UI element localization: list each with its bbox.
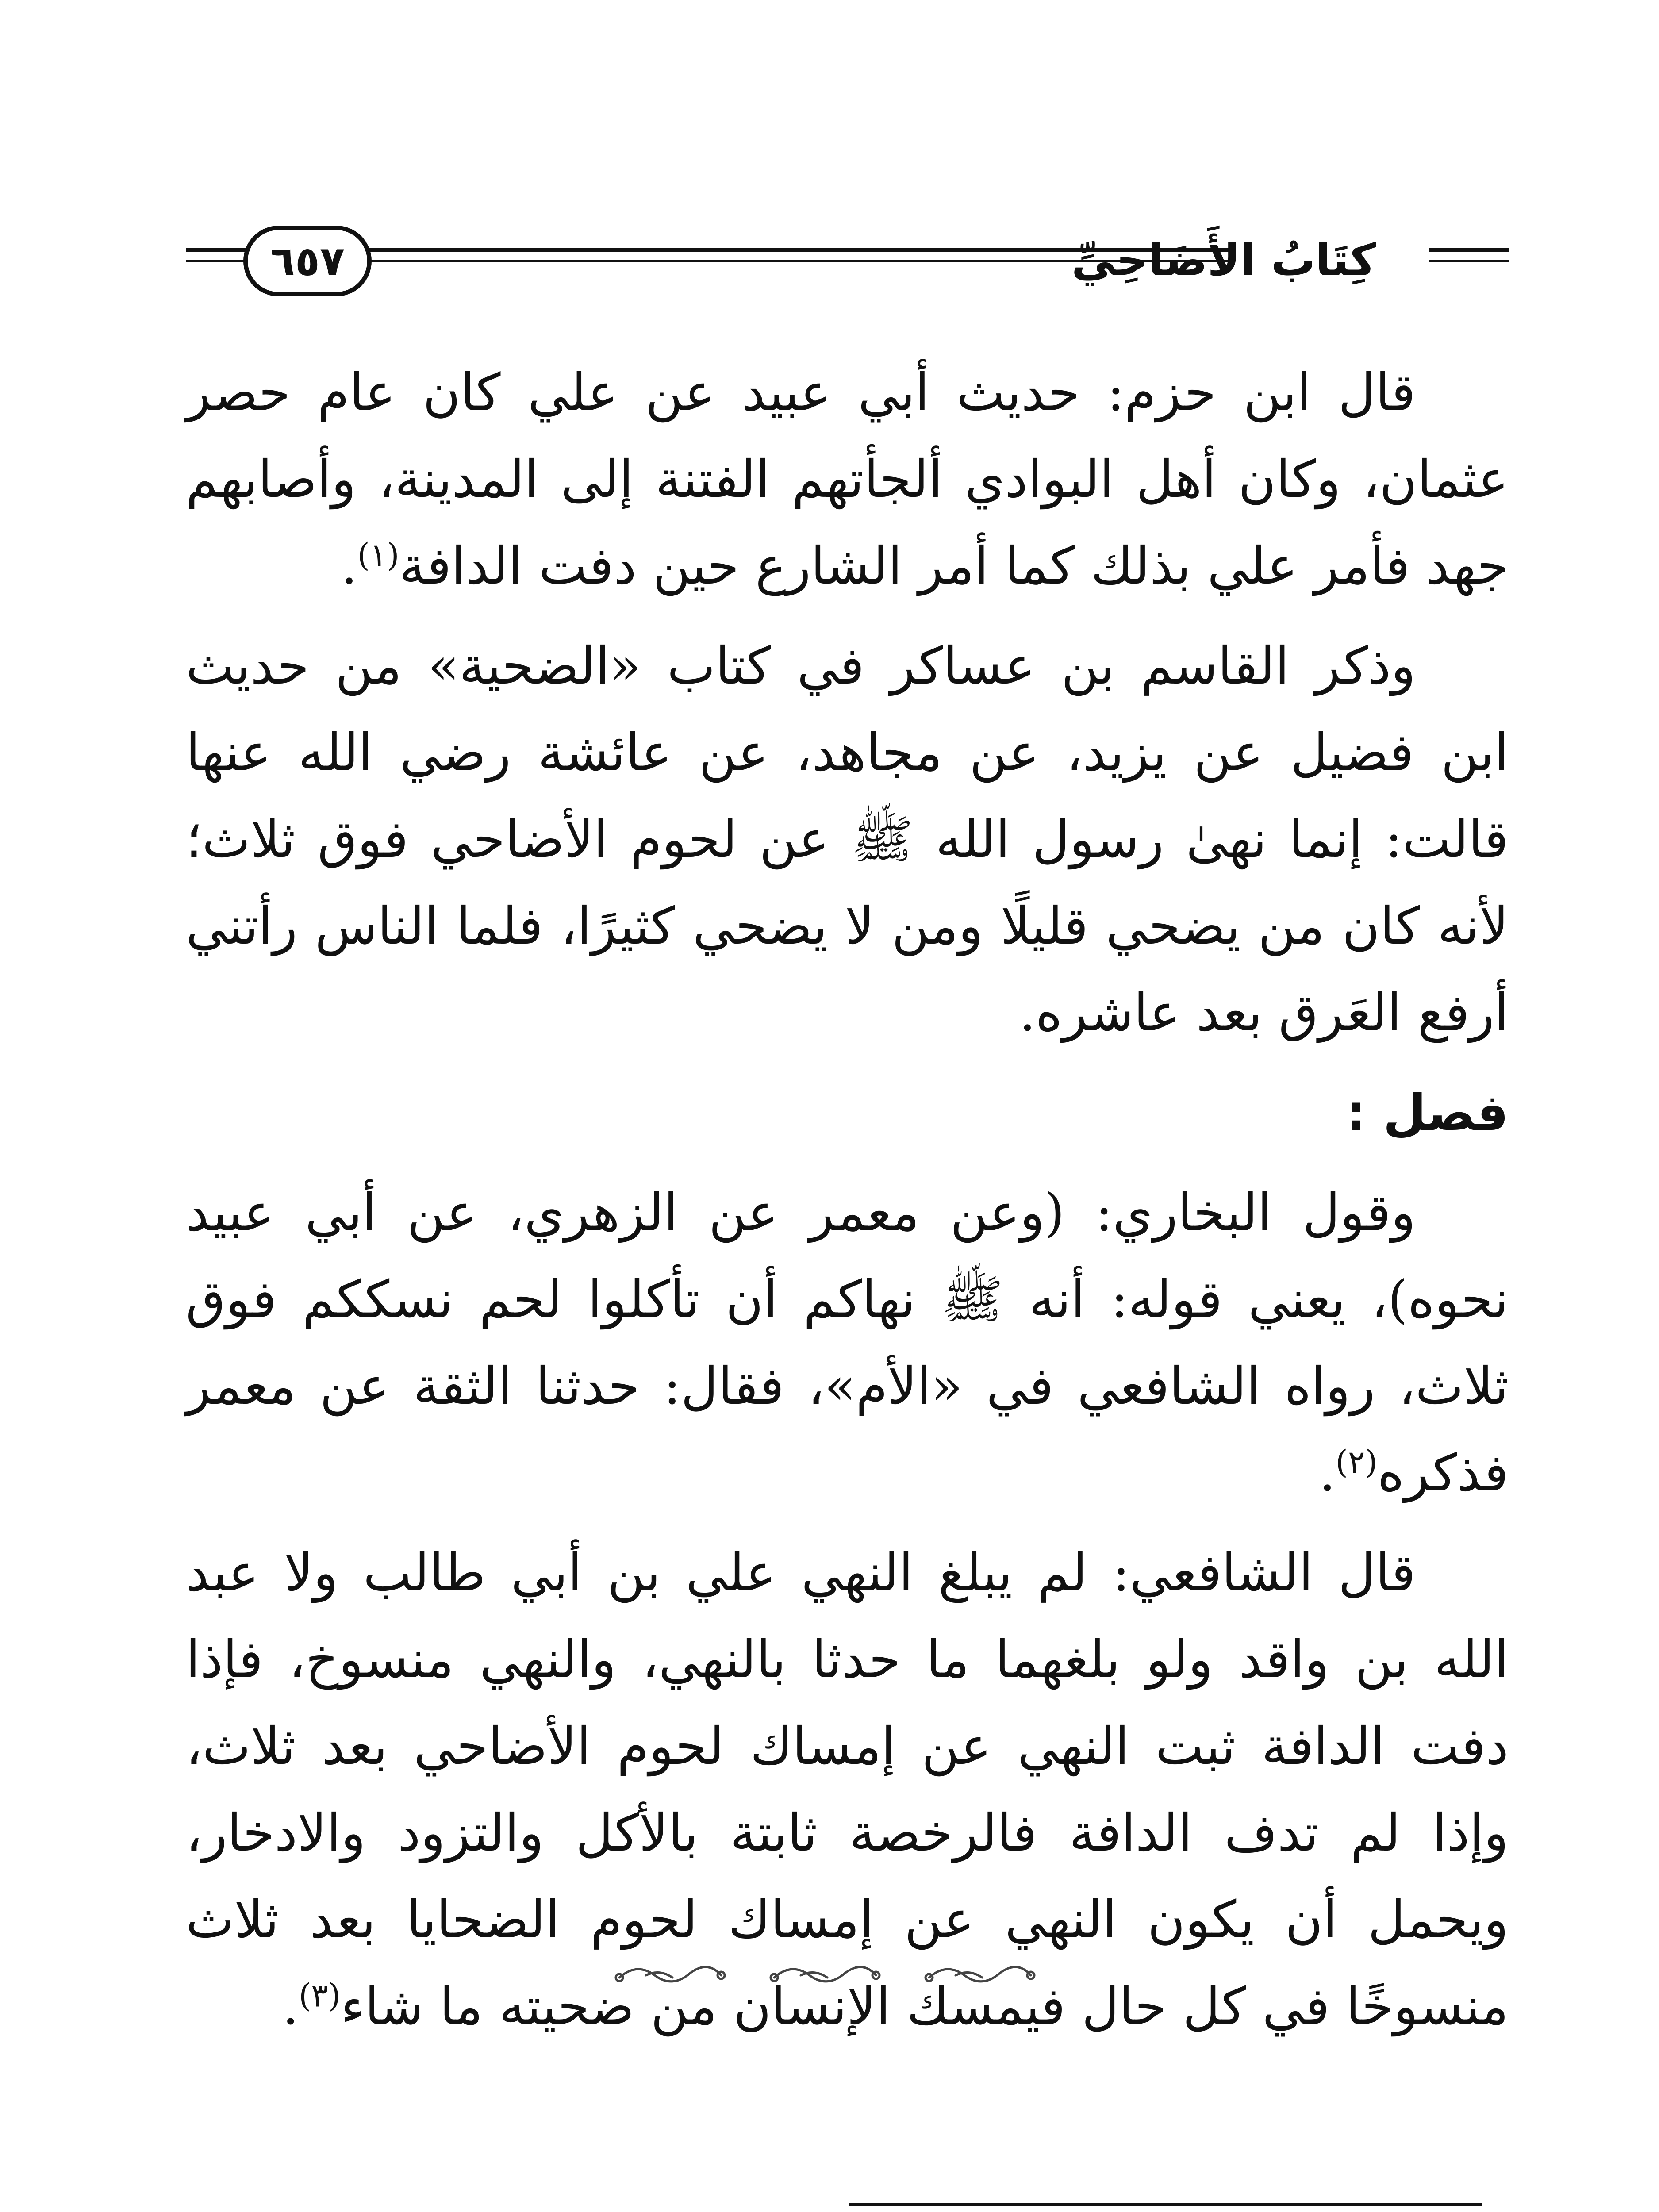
header-rule-left-top <box>186 248 248 252</box>
paragraph-text: قال ابن حزم: حديث أبي عبيد عن علي كان عام حصر عثمان، وكان أهل البوادي ألجأتهم الفتنة إلى المدينة، وأصابهم جهد فأمر علي بذلك كما أمر الشارع حين دفت الدافة <box>186 363 1509 596</box>
paragraph-ibn-asakir: وذكر القاسم بن عساكر في كتاب «الضحية» من حديث ابن فضيل عن يزيد، عن مجاهد، عن عائشة رضي الله عنها قالت: إنما نهىٰ رسول الله ﷺ عن لحوم الأضاحي فوق ثلاث؛ لأنه كان من يضحي قليلًا ومن لا يضحي كثيرًا، فلما الناس رأتني أرفع العَرق بعد عاشره. <box>186 636 1509 1043</box>
paragraph-end: . <box>1319 1443 1336 1503</box>
ornament-motif-middle <box>771 1967 879 1982</box>
ornament-motif-right <box>926 1967 1034 1982</box>
paragraph-ibn-hazm <box>186 349 1509 610</box>
paragraph-text: وقول البخاري: (وعن معمر عن الزهري، عن أبي عبيد نحوه)، يعني قوله: أنه ﷺ نهاكم أن تأكلوا لحم نسككم فوق ثلاث، رواه الشافعي في «الأم»، فقال: حدثنا الثقة عن معمر فذكره <box>186 1183 1509 1503</box>
main-text <box>186 349 1509 2063</box>
ornament-divider <box>611 1958 1053 1993</box>
ornament-motif-left <box>616 1967 725 1982</box>
section-heading: فصل : <box>1346 1084 1509 1142</box>
header-rule-right-bottom <box>1429 260 1509 262</box>
header-rule-right-top <box>1429 248 1509 252</box>
book-title: كِتَابُ الأَضَاحِيِّ <box>1071 234 1376 286</box>
footnote-ref-2[interactable]: (٢) <box>1335 1443 1378 1481</box>
footnote-ref-3[interactable]: (٣) <box>299 1977 341 2014</box>
paragraph-bukhari <box>186 1170 1509 1517</box>
page-header <box>186 221 1509 305</box>
paragraph-text: قال الشافعي: لم يبلغ النهي علي بن أبي طالب ولا عبد الله بن واقد ولو بلغهما ما حدثا بالنهي، والنهي منسوخ، فإذا دفت الدافة ثبت النهي عن إمساك لحوم الأضاحي بعد ثلاث، وإذا لم تدف الدافة فالرخصة ثابتة بالأكل والتزود والادخار، ويحمل أن يكون النهي عن إمساك لحوم الضحايا بعد ثلاث منسوخًا في كل حال فيمسك الإنسان من ضحيته ما شاء <box>186 1543 1509 2036</box>
paragraph-end: . <box>341 536 357 596</box>
footnote-ref-1[interactable]: (١) <box>357 536 399 574</box>
footnote-separator <box>849 2203 1482 2206</box>
paragraph-end: . <box>282 1977 299 2036</box>
header-rule-left-bottom <box>186 260 248 262</box>
page-number: ٦٥٧ <box>243 226 372 296</box>
